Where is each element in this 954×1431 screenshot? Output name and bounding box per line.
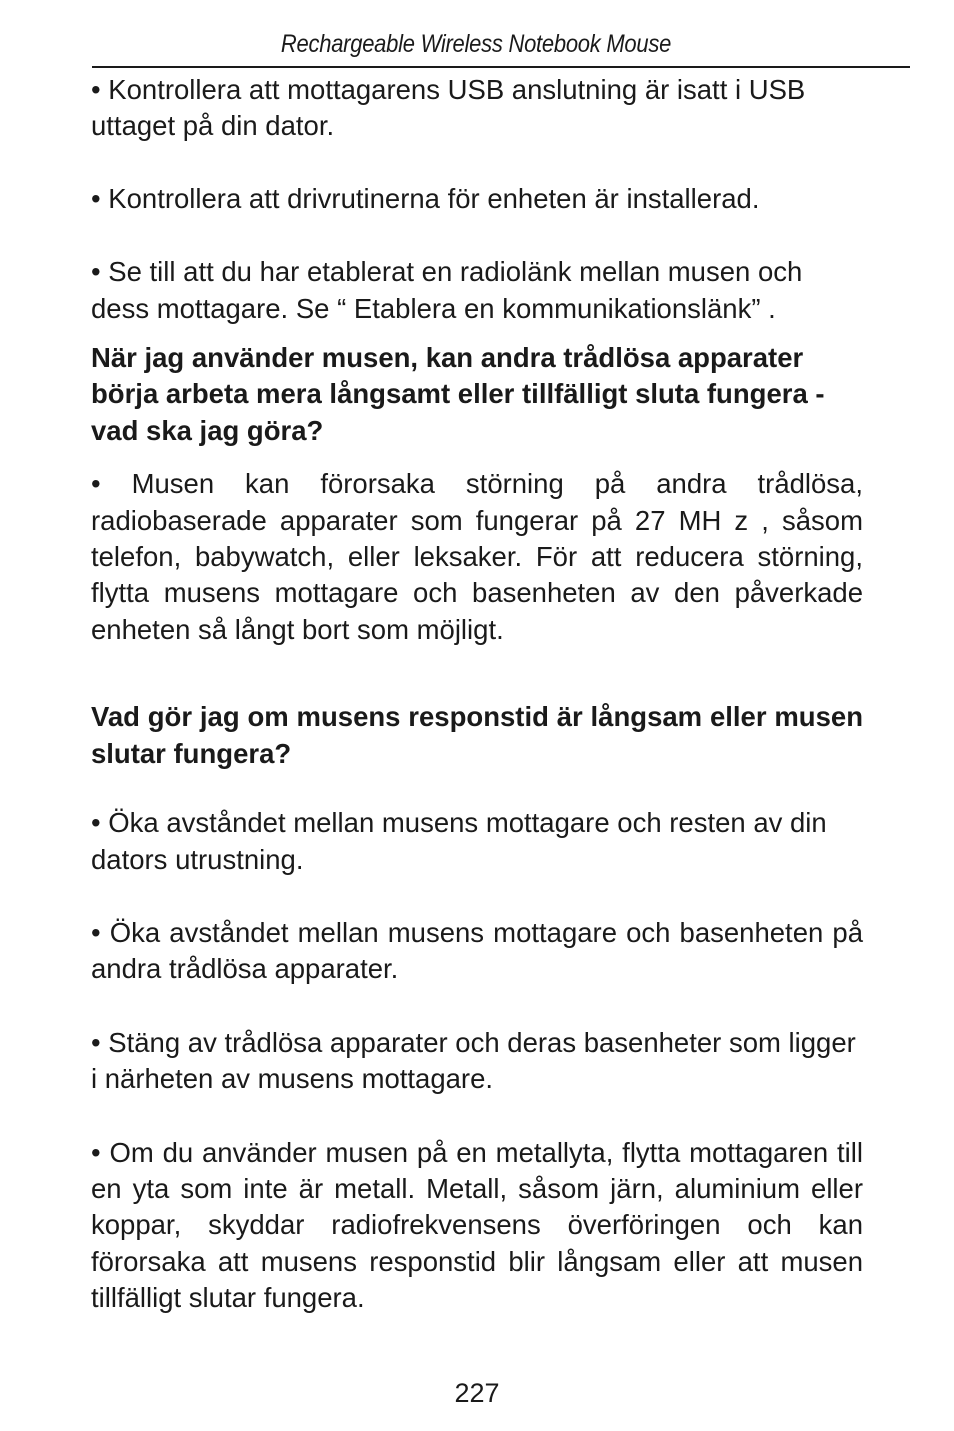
header-title: Rechargeable Wireless Notebook Mouse: [280, 30, 672, 58]
bullet-driver-check: • Kontrollera att drivrutinerna för enheten är installerad.: [91, 182, 760, 214]
answer-distance-equipment: • Öka avståndet mellan musens mottagare och resten av din dators utrustning.: [91, 807, 827, 875]
page-content: [91, 72, 863, 1317]
question-response: Vad gör jag om musens responstid är långsam eller musen slutar fungera?: [91, 701, 863, 769]
answer-metal-surface: • Om du använder musen på en metallyta, flytta mottagaren till en yta som inte är metall. Metall, såsom järn, aluminium eller koppar, skyddar radiofrekvensens överföringen och kan förorsaka att musens responstid blir långsam eller att musen tillfälligt slutar fungera.: [91, 1136, 863, 1314]
bullet-radio-link: • Se till att du har etablerat en radiolänk mellan musen och dess mottagare. Se “ Etablera en kommunikationslänk” .: [91, 256, 803, 324]
answer-distance-base: • Öka avståndet mellan musens mottagare och basenheten på andra trådlösa apparater.: [91, 916, 863, 985]
page-header: [92, 28, 910, 68]
page-number: 227: [454, 1378, 500, 1408]
question-interference: När jag använder musen, kan andra trådlösa apparater börja arbeta mera långsamt eller tillfälligt sluta fungera - vad ska jag göra?: [91, 342, 825, 446]
bullet-usb-check: • Kontrollera att mottagarens USB anslutning är isatt i USB uttaget på din dator.: [91, 74, 806, 142]
answer-turn-off: • Stäng av trådlösa apparater och deras basenheter som ligger i närheten av musens mottagare.: [91, 1026, 856, 1095]
answer-interference: • Musen kan förorsaka störning på andra trådlösa, radiobaserade apparater som fungerar på 27 MH z , såsom telefon, babywatch, eller leksaker. För att reducera störning, flytta musens mottagare och basenheten av den påverkade enheten så långt bort som möjligt.: [91, 468, 863, 645]
